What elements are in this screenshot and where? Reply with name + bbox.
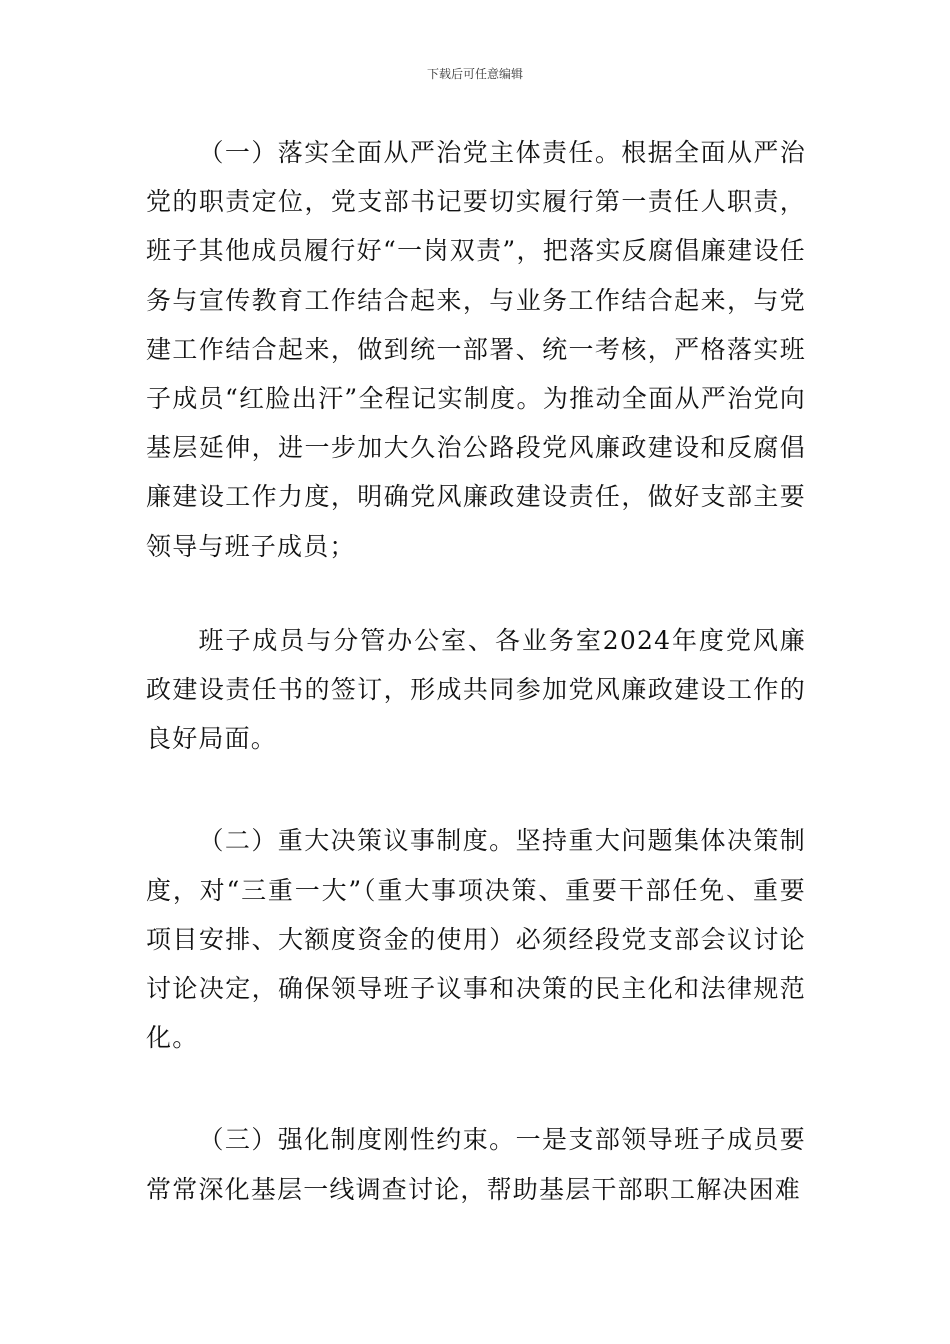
- document-body: [146, 128, 806, 1214]
- paragraph-section-2: （二）重大决策议事制度。坚持重大问题集体决策制度，对“三重一大”（重大事项决策、重要干部任免、重要项目安排、大额度资金的使用）必须经段党支部会议讨论讨论决定，确保领导班子议事和决策的民主化和法律规范化。: [146, 826, 806, 1053]
- paragraph-section-3: （三）强化制度刚性约束。一是支部领导班子成员要常常深化基层一线调查讨论，帮助基层干部职工解决困难: [146, 1125, 806, 1204]
- page-header-note: 下载后可任意编辑: [426, 67, 523, 81]
- paragraph-section-1: （一）落实全面从严治党主体责任。根据全面从严治党的职责定位，党支部书记要切实履行第一责任人职责，班子其他成员履行好“一岗双责”，把落实反腐倡廉建设任务与宣传教育工作结合起来，与业务工作结合起来，与党建工作结合起来，做到统一部署、统一考核，严格落实班子成员“红脸出汗”全程记实制度。为推动全面从严治党向基层延伸，进一步加大久治公路段党风廉政建设和反腐倡廉建设工作力度，明确党风廉政建设责任，做好支部主要领导与班子成员；: [146, 138, 806, 561]
- paragraph-responsibility-letter: 班子成员与分管办公室、各业务室2024年度党风廉政建设责任书的签订，形成共同参加党风廉政建设工作的良好局面。: [146, 625, 806, 754]
